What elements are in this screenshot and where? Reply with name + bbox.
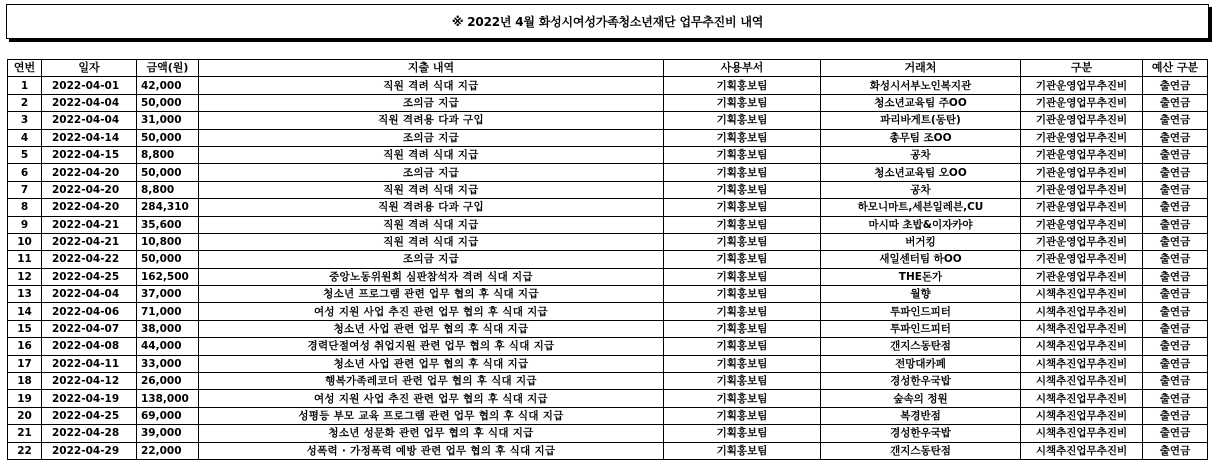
cell-budget-type: 출연금 [1143, 129, 1208, 146]
cell-description: 여성 지원 사업 추진 관련 업무 협의 후 식대 지급 [199, 390, 664, 407]
cell-seq: 15 [8, 320, 42, 337]
cell-department: 기획홍보팀 [664, 303, 821, 320]
cell-date: 2022-04-04 [42, 286, 137, 303]
expense-table [7, 59, 1208, 460]
cell-category: 기관운영업무추진비 [1021, 77, 1143, 94]
cell-amount: 37,000 [137, 286, 199, 303]
cell-description: 경력단절여성 취업지원 관련 업무 협의 후 식대 지급 [199, 338, 664, 355]
header-seq: 연번 [8, 60, 42, 77]
cell-vendor: 새일센터팀 하OO [821, 251, 1021, 268]
cell-category: 기관운영업무추진비 [1021, 112, 1143, 129]
cell-vendor: 월향 [821, 286, 1021, 303]
cell-budget-type: 출연금 [1143, 164, 1208, 181]
cell-amount: 35,600 [137, 216, 199, 233]
cell-date: 2022-04-08 [42, 338, 137, 355]
cell-amount: 50,000 [137, 164, 199, 181]
cell-budget-type: 출연금 [1143, 268, 1208, 285]
cell-date: 2022-04-07 [42, 320, 137, 337]
cell-amount: 50,000 [137, 129, 199, 146]
cell-date: 2022-04-14 [42, 129, 137, 146]
table-row [8, 390, 1208, 407]
cell-category: 기관운영업무추진비 [1021, 94, 1143, 111]
cell-seq: 1 [8, 77, 42, 94]
cell-vendor: 전망대카페 [821, 355, 1021, 372]
cell-seq: 9 [8, 216, 42, 233]
cell-vendor: 화성시서부노인복지관 [821, 77, 1021, 94]
table-row [8, 442, 1208, 459]
cell-budget-type: 출연금 [1143, 94, 1208, 111]
cell-seq: 6 [8, 164, 42, 181]
cell-amount: 44,000 [137, 338, 199, 355]
header-department: 사용부서 [664, 60, 821, 77]
cell-date: 2022-04-12 [42, 373, 137, 390]
cell-description: 직원 격려용 다과 구입 [199, 112, 664, 129]
header-description: 지출 내역 [199, 60, 664, 77]
table-row [8, 286, 1208, 303]
cell-category: 시책추진업무추진비 [1021, 425, 1143, 442]
cell-date: 2022-04-21 [42, 216, 137, 233]
cell-date: 2022-04-06 [42, 303, 137, 320]
cell-seq: 5 [8, 146, 42, 163]
cell-category: 기관운영업무추진비 [1021, 268, 1143, 285]
cell-date: 2022-04-19 [42, 390, 137, 407]
cell-budget-type: 출연금 [1143, 425, 1208, 442]
cell-seq: 17 [8, 355, 42, 372]
cell-category: 기관운영업무추진비 [1021, 251, 1143, 268]
cell-description: 직원 격려용 다과 구입 [199, 199, 664, 216]
cell-vendor: 공차 [821, 181, 1021, 198]
cell-description: 직원 격려 식대 지급 [199, 77, 664, 94]
cell-amount: 26,000 [137, 373, 199, 390]
cell-description: 조의금 지급 [199, 94, 664, 111]
cell-vendor: 경성한우국밥 [821, 373, 1021, 390]
cell-department: 기획홍보팀 [664, 355, 821, 372]
cell-department: 기획홍보팀 [664, 146, 821, 163]
cell-category: 기관운영업무추진비 [1021, 181, 1143, 198]
cell-description: 조의금 지급 [199, 129, 664, 146]
cell-description: 직원 격려 식대 지급 [199, 233, 664, 250]
table-row [8, 94, 1208, 111]
cell-amount: 50,000 [137, 94, 199, 111]
header-amount: 금액(원) [137, 60, 199, 77]
cell-department: 기획홍보팀 [664, 77, 821, 94]
cell-seq: 13 [8, 286, 42, 303]
document-title-text: ※ 2022년 4월 화성시여성가족청소년재단 업무추진비 내역 [451, 15, 764, 29]
document-title [6, 4, 1209, 39]
cell-department: 기획홍보팀 [664, 94, 821, 111]
table-header-row [8, 60, 1208, 77]
cell-description: 청소년 사업 관련 업무 협의 후 식대 지급 [199, 355, 664, 372]
cell-vendor: 투파인드피터 [821, 303, 1021, 320]
cell-department: 기획홍보팀 [664, 164, 821, 181]
cell-amount: 31,000 [137, 112, 199, 129]
cell-amount: 33,000 [137, 355, 199, 372]
cell-date: 2022-04-25 [42, 407, 137, 424]
table-row [8, 338, 1208, 355]
header-date: 일자 [42, 60, 137, 77]
cell-department: 기획홍보팀 [664, 233, 821, 250]
cell-seq: 16 [8, 338, 42, 355]
cell-seq: 2 [8, 94, 42, 111]
cell-amount: 22,000 [137, 442, 199, 459]
cell-amount: 284,310 [137, 199, 199, 216]
cell-department: 기획홍보팀 [664, 407, 821, 424]
cell-budget-type: 출연금 [1143, 112, 1208, 129]
table-row [8, 164, 1208, 181]
cell-date: 2022-04-04 [42, 112, 137, 129]
table-row [8, 320, 1208, 337]
cell-description: 행복가족레코더 관련 업무 협의 후 식대 지급 [199, 373, 664, 390]
cell-category: 기관운영업무추진비 [1021, 199, 1143, 216]
cell-vendor: 파리바게트(동탄) [821, 112, 1021, 129]
cell-category: 시책추진업무추진비 [1021, 286, 1143, 303]
cell-description: 성평등 부모 교육 프로그램 관련 업무 협의 후 식대 지급 [199, 407, 664, 424]
cell-seq: 4 [8, 129, 42, 146]
cell-vendor: 투파인드피터 [821, 320, 1021, 337]
cell-vendor: 청소년교육팀 오OO [821, 164, 1021, 181]
cell-vendor: 마시따 초밥&이자카야 [821, 216, 1021, 233]
cell-department: 기획홍보팀 [664, 390, 821, 407]
table-row [8, 251, 1208, 268]
cell-department: 기획홍보팀 [664, 216, 821, 233]
cell-category: 시책추진업무추진비 [1021, 373, 1143, 390]
cell-seq: 7 [8, 181, 42, 198]
cell-seq: 11 [8, 251, 42, 268]
cell-seq: 20 [8, 407, 42, 424]
cell-date: 2022-04-25 [42, 268, 137, 285]
cell-date: 2022-04-04 [42, 94, 137, 111]
cell-seq: 22 [8, 442, 42, 459]
cell-category: 기관운영업무추진비 [1021, 146, 1143, 163]
cell-amount: 8,800 [137, 181, 199, 198]
header-vendor: 거래처 [821, 60, 1021, 77]
cell-description: 직원 격려 식대 지급 [199, 146, 664, 163]
cell-description: 청소년 사업 관련 업무 협의 후 식대 지급 [199, 320, 664, 337]
cell-category: 기관운영업무추진비 [1021, 216, 1143, 233]
cell-date: 2022-04-22 [42, 251, 137, 268]
cell-vendor: 경성한우국밥 [821, 425, 1021, 442]
cell-seq: 14 [8, 303, 42, 320]
cell-budget-type: 출연금 [1143, 286, 1208, 303]
cell-department: 기획홍보팀 [664, 320, 821, 337]
cell-date: 2022-04-15 [42, 146, 137, 163]
cell-category: 시책추진업무추진비 [1021, 320, 1143, 337]
cell-amount: 42,000 [137, 77, 199, 94]
cell-category: 시책추진업무추진비 [1021, 442, 1143, 459]
cell-budget-type: 출연금 [1143, 303, 1208, 320]
cell-description: 직원 격려 식대 지급 [199, 216, 664, 233]
cell-category: 시책추진업무추진비 [1021, 338, 1143, 355]
cell-vendor: 갠지스동탄점 [821, 442, 1021, 459]
cell-category: 기관운영업무추진비 [1021, 164, 1143, 181]
cell-department: 기획홍보팀 [664, 251, 821, 268]
cell-budget-type: 출연금 [1143, 77, 1208, 94]
table-row [8, 233, 1208, 250]
cell-department: 기획홍보팀 [664, 181, 821, 198]
cell-description: 조의금 지급 [199, 251, 664, 268]
cell-date: 2022-04-20 [42, 199, 137, 216]
cell-date: 2022-04-11 [42, 355, 137, 372]
cell-department: 기획홍보팀 [664, 129, 821, 146]
cell-budget-type: 출연금 [1143, 181, 1208, 198]
cell-date: 2022-04-21 [42, 233, 137, 250]
table-row [8, 112, 1208, 129]
cell-date: 2022-04-01 [42, 77, 137, 94]
cell-description: 중앙노동위원회 심판참석자 격려 식대 지급 [199, 268, 664, 285]
cell-category: 시책추진업무추진비 [1021, 303, 1143, 320]
table-row [8, 146, 1208, 163]
table-row [8, 77, 1208, 94]
cell-amount: 69,000 [137, 407, 199, 424]
cell-budget-type: 출연금 [1143, 407, 1208, 424]
cell-date: 2022-04-20 [42, 164, 137, 181]
cell-description: 조의금 지급 [199, 164, 664, 181]
cell-budget-type: 출연금 [1143, 390, 1208, 407]
cell-category: 시책추진업무추진비 [1021, 355, 1143, 372]
cell-vendor: 총무팀 조OO [821, 129, 1021, 146]
cell-department: 기획홍보팀 [664, 373, 821, 390]
cell-seq: 8 [8, 199, 42, 216]
cell-amount: 8,800 [137, 146, 199, 163]
cell-seq: 19 [8, 390, 42, 407]
cell-department: 기획홍보팀 [664, 425, 821, 442]
table-row [8, 268, 1208, 285]
table-row [8, 303, 1208, 320]
cell-seq: 3 [8, 112, 42, 129]
cell-amount: 38,000 [137, 320, 199, 337]
cell-description: 청소년 프로그램 관련 업무 협의 후 식대 지급 [199, 286, 664, 303]
cell-amount: 162,500 [137, 268, 199, 285]
cell-amount: 10,800 [137, 233, 199, 250]
cell-budget-type: 출연금 [1143, 199, 1208, 216]
cell-department: 기획홍보팀 [664, 286, 821, 303]
table-row [8, 407, 1208, 424]
cell-budget-type: 출연금 [1143, 373, 1208, 390]
cell-category: 기관운영업무추진비 [1021, 129, 1143, 146]
cell-budget-type: 출연금 [1143, 338, 1208, 355]
cell-amount: 71,000 [137, 303, 199, 320]
cell-department: 기획홍보팀 [664, 442, 821, 459]
cell-budget-type: 출연금 [1143, 251, 1208, 268]
table-row [8, 199, 1208, 216]
cell-budget-type: 출연금 [1143, 355, 1208, 372]
table-row [8, 355, 1208, 372]
cell-description: 청소년 성문화 관련 업무 협의 후 식대 지급 [199, 425, 664, 442]
cell-seq: 18 [8, 373, 42, 390]
table-row [8, 129, 1208, 146]
cell-budget-type: 출연금 [1143, 320, 1208, 337]
cell-date: 2022-04-20 [42, 181, 137, 198]
cell-seq: 10 [8, 233, 42, 250]
cell-vendor: 복경반점 [821, 407, 1021, 424]
cell-department: 기획홍보팀 [664, 199, 821, 216]
cell-vendor: 하모니마트,세븐일레븐,CU [821, 199, 1021, 216]
cell-category: 시책추진업무추진비 [1021, 407, 1143, 424]
cell-description: 성폭력 · 가정폭력 예방 관련 업무 협의 후 식대 지급 [199, 442, 664, 459]
cell-date: 2022-04-29 [42, 442, 137, 459]
table-row [8, 425, 1208, 442]
table-row [8, 373, 1208, 390]
cell-date: 2022-04-28 [42, 425, 137, 442]
cell-description: 직원 격려 식대 지급 [199, 181, 664, 198]
table-row [8, 216, 1208, 233]
cell-seq: 21 [8, 425, 42, 442]
cell-vendor: 공차 [821, 146, 1021, 163]
cell-vendor: 청소년교육팀 주OO [821, 94, 1021, 111]
cell-category: 기관운영업무추진비 [1021, 233, 1143, 250]
cell-vendor: 숲속의 정원 [821, 390, 1021, 407]
cell-amount: 39,000 [137, 425, 199, 442]
cell-description: 여성 지원 사업 추진 관련 업무 협의 후 식대 지급 [199, 303, 664, 320]
cell-vendor: 버거킹 [821, 233, 1021, 250]
cell-vendor: 갠지스동탄점 [821, 338, 1021, 355]
cell-seq: 12 [8, 268, 42, 285]
cell-budget-type: 출연금 [1143, 146, 1208, 163]
cell-amount: 138,000 [137, 390, 199, 407]
table-body [8, 77, 1208, 460]
cell-budget-type: 출연금 [1143, 233, 1208, 250]
header-budget-type: 예산 구분 [1143, 60, 1208, 77]
cell-department: 기획홍보팀 [664, 268, 821, 285]
table-row [8, 181, 1208, 198]
cell-department: 기획홍보팀 [664, 338, 821, 355]
cell-department: 기획홍보팀 [664, 112, 821, 129]
cell-amount: 50,000 [137, 251, 199, 268]
cell-category: 시책추진업무추진비 [1021, 390, 1143, 407]
cell-vendor: THE돈가 [821, 268, 1021, 285]
cell-budget-type: 출연금 [1143, 216, 1208, 233]
header-category: 구분 [1021, 60, 1143, 77]
cell-budget-type: 출연금 [1143, 442, 1208, 459]
